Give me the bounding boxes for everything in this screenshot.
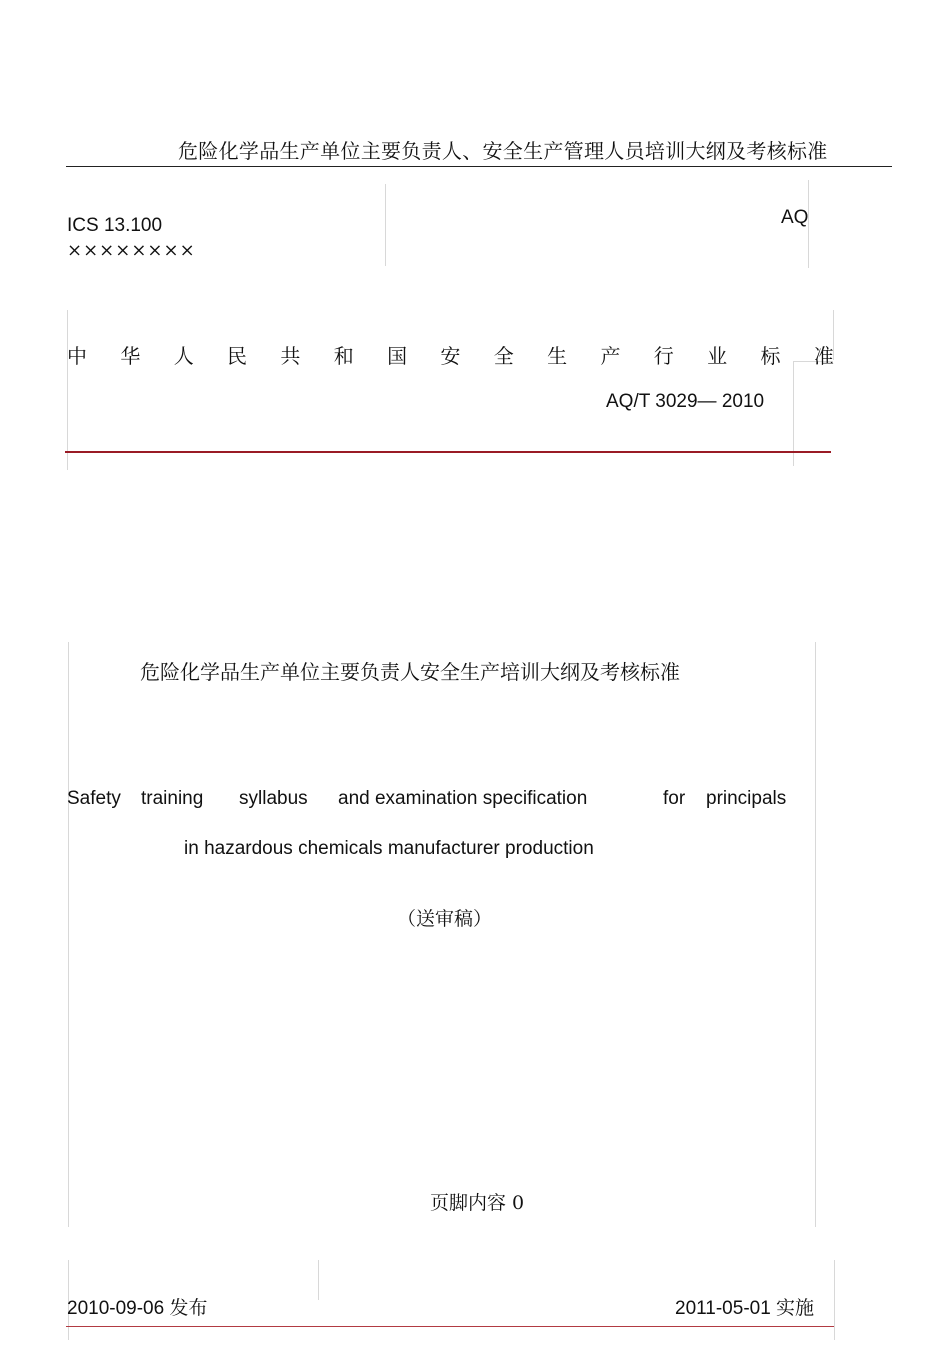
industry-char: 国 <box>387 344 408 368</box>
industry-char: 全 <box>493 344 514 368</box>
industry-char: 产 <box>600 344 621 368</box>
industry-char: 和 <box>333 344 354 368</box>
industry-char: 行 <box>653 344 674 368</box>
guide-line <box>68 642 69 1227</box>
standard-number: AQ/T 3029— 2010 <box>606 391 765 412</box>
industry-char: 业 <box>707 344 728 368</box>
guide-line <box>815 642 816 1227</box>
industry-char: 准 <box>813 344 834 368</box>
guide-line <box>318 1260 319 1300</box>
english-title-word: and examination specification <box>338 788 588 809</box>
industry-char: 华 <box>120 344 141 368</box>
industry-char: 共 <box>280 344 301 368</box>
industry-char: 中 <box>67 344 87 368</box>
industry-standard-heading <box>67 340 834 369</box>
red-divider-top <box>65 451 831 453</box>
implement-date: 2011-05-01 实施 <box>675 1298 815 1319</box>
draft-note: （送审稿） <box>397 908 493 930</box>
industry-char: 生 <box>547 344 568 368</box>
industry-char: 民 <box>227 344 248 368</box>
ics-code: ICS 13.100 <box>67 215 163 236</box>
running-header: 危险化学品生产单位主要负责人、安全生产管理人员培训大纲及考核标准 <box>178 139 828 163</box>
industry-char: 标 <box>760 344 781 368</box>
guide-line <box>67 310 68 470</box>
english-title-word: Safety <box>67 788 121 809</box>
industry-char: 安 <box>440 344 461 368</box>
english-title-word: training <box>141 788 204 809</box>
industry-char: 人 <box>173 344 194 368</box>
guide-line <box>385 184 386 266</box>
english-title-word: syllabus <box>239 788 308 809</box>
footer-content: 页脚内容 0 <box>430 1192 525 1214</box>
english-title-word: principals <box>706 788 787 809</box>
aq-logo: AQ <box>781 207 809 228</box>
chinese-title: 危险化学品生产单位主要负责人安全生产培训大纲及考核标准 <box>140 660 680 684</box>
publish-date: 2010-09-06 发布 <box>67 1298 208 1319</box>
english-title-word: for <box>663 788 686 809</box>
english-title-line-2: in hazardous chemicals manufacturer production <box>184 838 594 859</box>
guide-line <box>834 1260 835 1340</box>
header-rule <box>66 166 892 167</box>
red-divider-bottom <box>66 1326 834 1327</box>
classification-mark: ×××××××× <box>67 240 196 261</box>
